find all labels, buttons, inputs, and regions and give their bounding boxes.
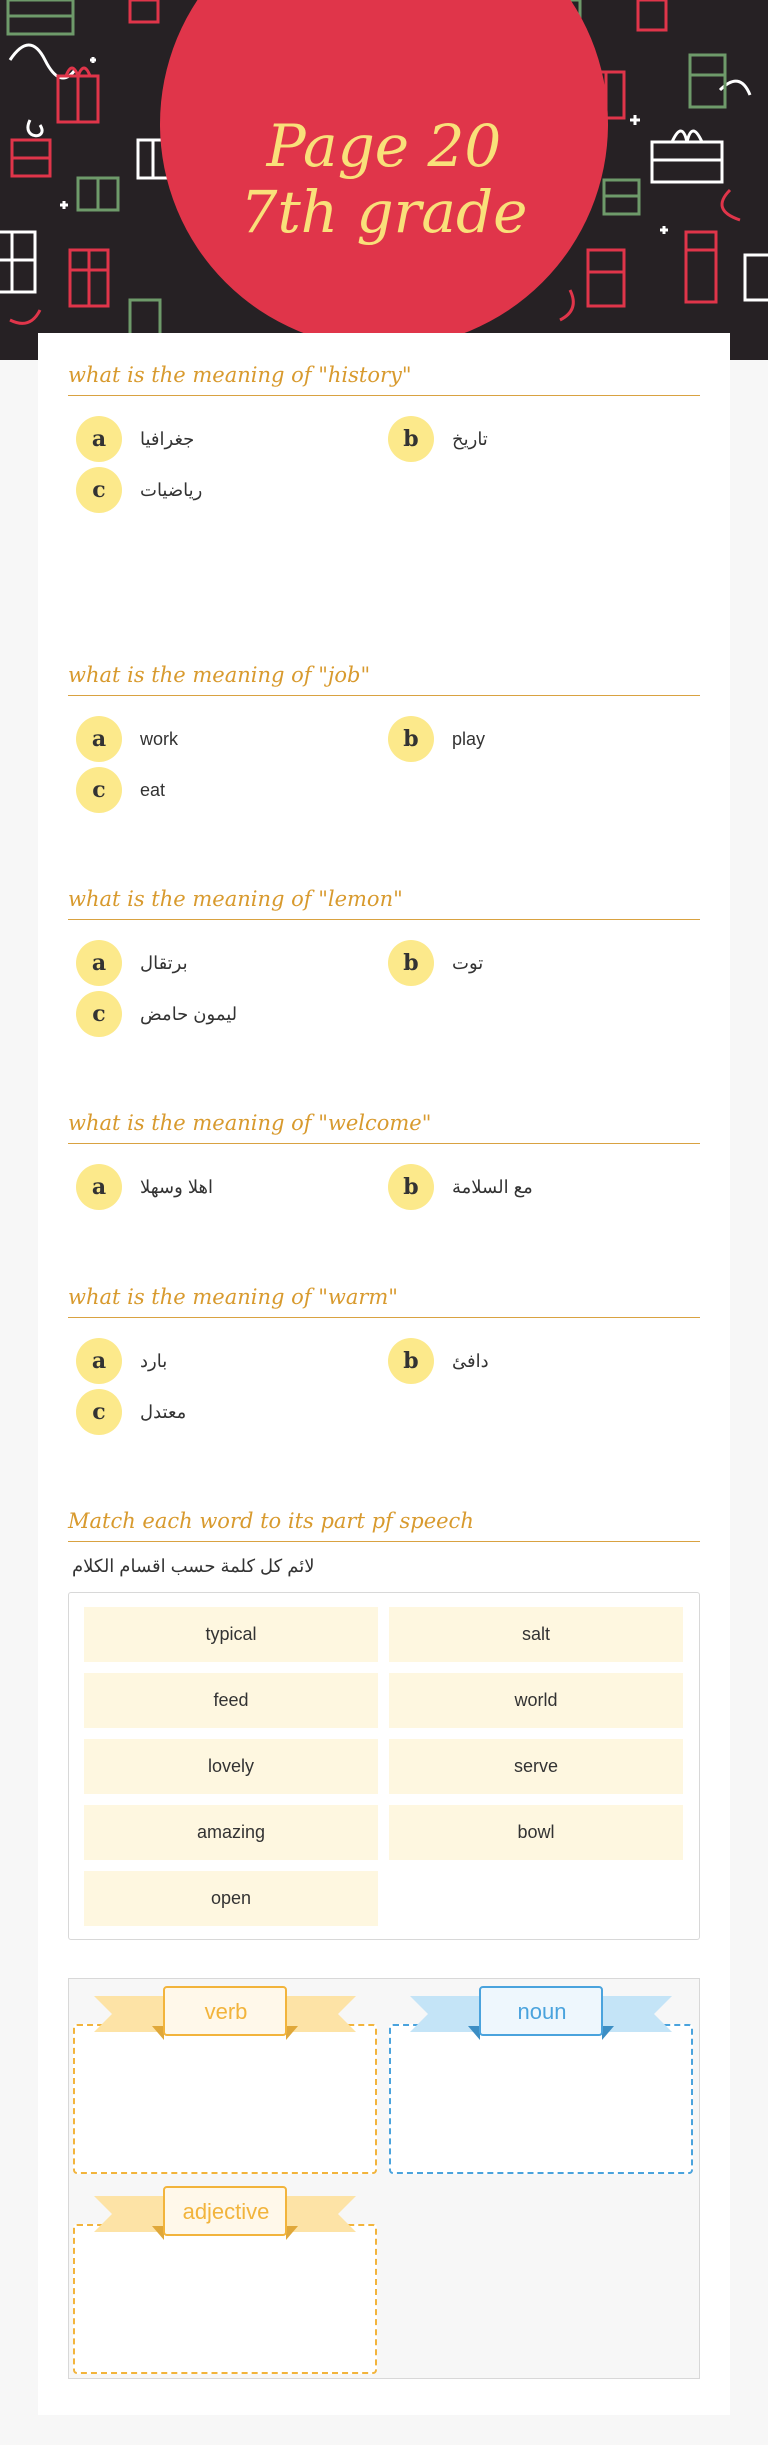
category-ribbon-verb bbox=[94, 1986, 356, 2048]
word-chip[interactable]: amazing bbox=[84, 1805, 378, 1860]
option-text: ليمون حامض bbox=[140, 1003, 238, 1024]
option-a[interactable] bbox=[76, 938, 188, 988]
option-letter-badge: b bbox=[388, 1338, 434, 1384]
option-c[interactable] bbox=[76, 1387, 186, 1437]
option-text: رياضيات bbox=[140, 479, 203, 500]
option-letter-badge: a bbox=[76, 716, 122, 762]
header-banner bbox=[0, 0, 768, 360]
option-a[interactable] bbox=[76, 714, 178, 764]
option-text: برتقال bbox=[140, 952, 188, 973]
option-b[interactable] bbox=[388, 714, 485, 764]
option-text: work bbox=[140, 728, 179, 749]
question-title: what is the meaning of "lemon" bbox=[68, 887, 700, 920]
question-title: what is the meaning of "warm" bbox=[68, 1285, 700, 1318]
option-letter-badge: b bbox=[388, 940, 434, 986]
word-chip[interactable]: bowl bbox=[389, 1805, 683, 1860]
option-b[interactable] bbox=[388, 1162, 533, 1212]
question-title: what is the meaning of "welcome" bbox=[68, 1111, 700, 1144]
option-letter-badge: c bbox=[76, 1389, 122, 1435]
option-c[interactable] bbox=[76, 989, 237, 1039]
option-c[interactable] bbox=[76, 765, 165, 815]
option-letter-badge: a bbox=[76, 1338, 122, 1384]
option-letter-badge: b bbox=[388, 716, 434, 762]
word-chip[interactable]: feed bbox=[84, 1673, 378, 1728]
question-title: what is the meaning of "history" bbox=[68, 363, 700, 396]
word-chip[interactable]: open bbox=[84, 1871, 378, 1926]
quiz-card bbox=[38, 333, 730, 2415]
option-text: play bbox=[452, 728, 486, 749]
option-text: eat bbox=[140, 779, 166, 800]
question-title: what is the meaning of "job" bbox=[68, 663, 700, 696]
option-letter-badge: c bbox=[76, 467, 122, 513]
option-text: معتدل bbox=[140, 1401, 187, 1422]
match-instruction: لائم كل كلمة حسب اقسام الكلام bbox=[72, 1556, 315, 1576]
option-letter-badge: b bbox=[388, 416, 434, 462]
match-title: Match each word to its part pf speech bbox=[68, 1509, 700, 1542]
option-text: دافئ bbox=[452, 1350, 489, 1371]
word-chip[interactable]: serve bbox=[389, 1739, 683, 1794]
option-letter-badge: a bbox=[76, 940, 122, 986]
option-text: بارد bbox=[140, 1350, 168, 1371]
category-ribbon-adjective bbox=[94, 2186, 356, 2248]
option-a[interactable] bbox=[76, 1336, 167, 1386]
option-letter-badge: c bbox=[76, 767, 122, 813]
category-label: adjective bbox=[182, 2199, 270, 2224]
option-text: مع السلامة bbox=[452, 1176, 533, 1197]
option-a[interactable] bbox=[76, 1162, 213, 1212]
category-label: noun bbox=[517, 1999, 567, 2024]
option-text: توت bbox=[452, 952, 484, 973]
option-text: جغرافيا bbox=[140, 428, 195, 449]
option-b[interactable] bbox=[388, 938, 483, 988]
option-b[interactable] bbox=[388, 414, 488, 464]
option-letter-badge: b bbox=[388, 1164, 434, 1210]
option-b[interactable] bbox=[388, 1336, 489, 1386]
option-text: تاريخ bbox=[452, 428, 488, 449]
word-bank bbox=[68, 1592, 700, 1940]
option-text: اهلا وسهلا bbox=[140, 1176, 214, 1197]
option-letter-badge: c bbox=[76, 991, 122, 1037]
option-letter-badge: a bbox=[76, 1164, 122, 1210]
word-chip[interactable]: typical bbox=[84, 1607, 378, 1662]
category-label: verb bbox=[204, 1999, 248, 2024]
option-a[interactable] bbox=[76, 414, 194, 464]
word-chip[interactable]: world bbox=[389, 1673, 683, 1728]
word-chip[interactable]: salt bbox=[389, 1607, 683, 1662]
option-letter-badge: a bbox=[76, 416, 122, 462]
word-chip[interactable]: lovely bbox=[84, 1739, 378, 1794]
page-title: Page 20 7th grade bbox=[240, 112, 528, 246]
option-c[interactable] bbox=[76, 465, 202, 515]
category-ribbon-noun bbox=[410, 1986, 672, 2048]
category-targets bbox=[68, 1978, 700, 2379]
